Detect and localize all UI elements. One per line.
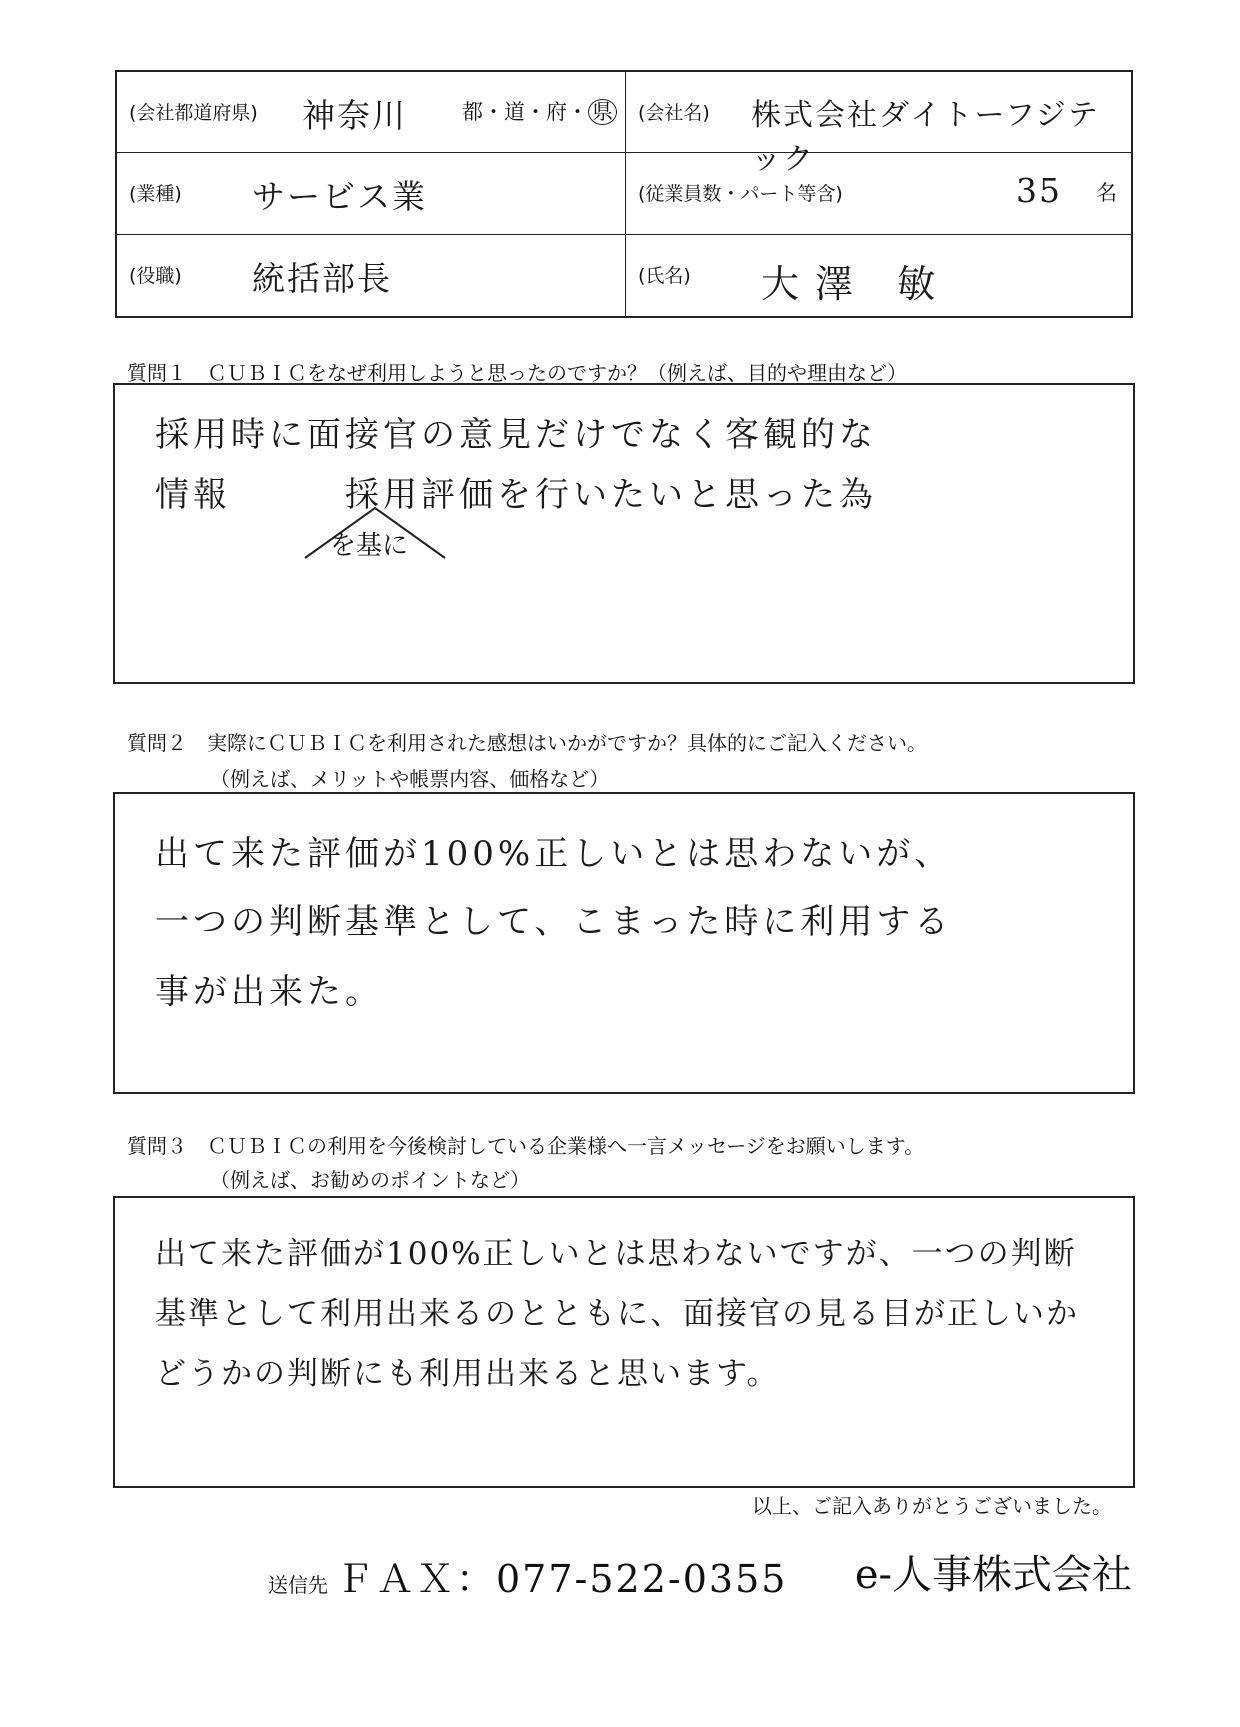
question-1-title: 質問１ ＣＵＢＩＣをなぜ利用しようと思ったのですか？（例えば、目的や理由など） (127, 361, 907, 385)
prefecture-selected-option[interactable]: 県 (588, 99, 617, 125)
company-name: e-人事株式会社 (854, 1552, 1132, 1598)
question-2-answer-line: 一つの判断基準として、こまった時に利用する (155, 902, 953, 942)
industry-cell (117, 153, 626, 234)
question-3-answer-box[interactable] (113, 1196, 1135, 1488)
company-label: (会社名) (638, 102, 710, 124)
question-1-answer-line: 採用時に面接官の意見だけでなく客観的な (155, 415, 877, 455)
thanks-note: 以上、ご記入ありがとうございました。 (752, 1494, 1112, 1518)
question-3-answer-line: 出て来た評価が100%正しいとは思わないですが、一つの判断 (155, 1236, 1077, 1272)
respondent-info-table (115, 70, 1133, 318)
question-2-answer-line: 出て来た評価が100%正しいとは思わないが、 (155, 834, 953, 874)
employees-value[interactable]: 35 (1016, 171, 1062, 211)
company-cell (626, 72, 1131, 177)
prefecture-value[interactable]: 神奈川 (302, 96, 407, 135)
fax-number: ＦＡＸ：077-522-0355 (336, 1557, 788, 1601)
name-cell (626, 235, 1131, 316)
question-3-subtitle: （例えば、お勧めのポイントなど） (210, 1168, 530, 1192)
question-2-subtitle: （例えば、メリットや帳票内容、価格など） (210, 767, 610, 791)
prefecture-cell (117, 72, 626, 153)
fax-destination (268, 1548, 787, 1603)
question-2-title: 質問２ 実際にＣＵＢＩＣを利用された感想はいかがですか？具体的にご記入ください。 (127, 731, 927, 755)
question-3-title: 質問３ ＣＵＢＩＣの利用を今後検討している企業様へ一言メッセージをお願いします。 (127, 1134, 925, 1158)
question-2-answer-line: 事が出来た。 (155, 972, 383, 1012)
question-1-answer-line: 情報 採用評価を行いたいと思った為 (155, 475, 877, 515)
fax-prefix: 送信先 (268, 1573, 328, 1597)
name-value[interactable]: 大澤 敏 (761, 261, 952, 306)
employees-unit: 名 (1096, 181, 1117, 206)
question-3-answer-line: どうかの判断にも利用出来ると思います。 (155, 1356, 780, 1392)
employees-label: (従業員数・パート等含) (638, 183, 843, 206)
prefecture-suffix (462, 96, 617, 126)
employees-cell (626, 153, 1131, 234)
position-cell (117, 235, 626, 316)
question-2-answer-box[interactable] (113, 792, 1135, 1094)
prefecture-options: 都・道・府・ (462, 100, 588, 124)
name-label: (氏名) (638, 264, 691, 287)
company-value[interactable]: 株式会社ダイトーフジテック (751, 98, 1100, 177)
position-value[interactable]: 統括部長 (252, 258, 392, 298)
question-1-answer-box[interactable] (113, 383, 1135, 684)
question-1-insertion: を基に (330, 531, 409, 561)
prefecture-label: (会社都道府県) (129, 102, 258, 124)
industry-label: (業種) (129, 183, 182, 206)
question-3-answer-line: 基準として利用出来るのとともに、面接官の見る目が正しいか (155, 1296, 1079, 1332)
industry-value[interactable]: サービス業 (252, 177, 427, 217)
position-label: (役職) (129, 264, 182, 287)
